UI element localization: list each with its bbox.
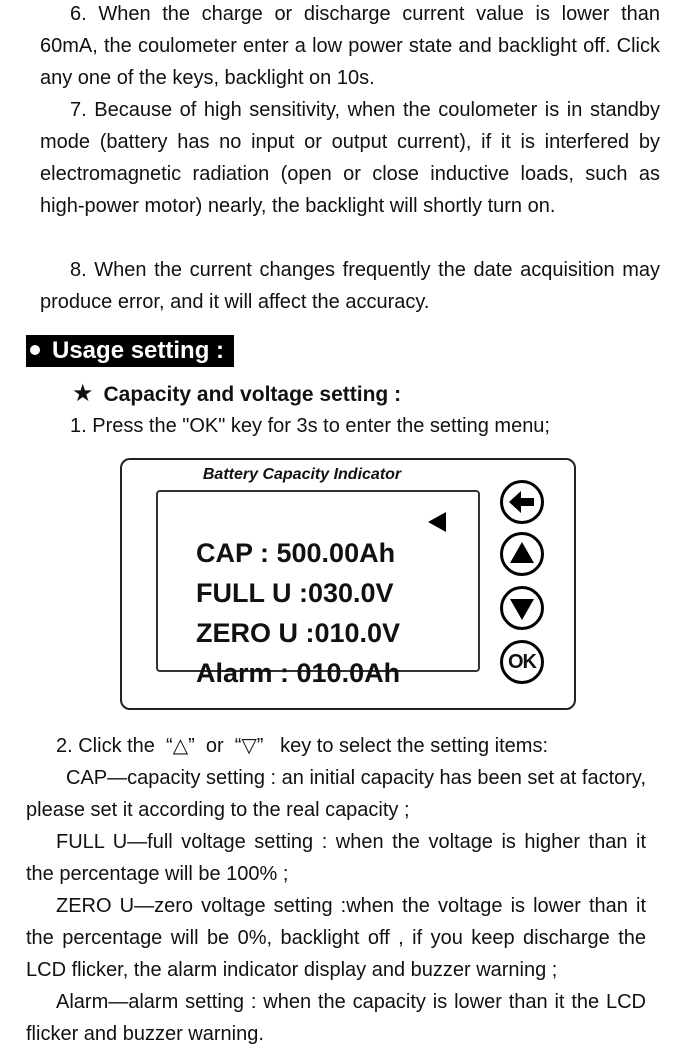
- item-zero-u: ZERO U—zero voltage setting :when the voltage is lower than it the percentage will be 0%, backlight off , if you keep discharge the LCD flicker, the alarm indicator display and buzzer warning ;: [26, 895, 646, 981]
- bullet-icon: [30, 345, 40, 355]
- lcd-line-cap: CAP : 500.00Ah: [196, 538, 396, 568]
- star-icon: ★: [72, 380, 94, 407]
- item-full-u: FULL U—full voltage setting : when the voltage is higher than it the percentage will be 100% ;: [26, 831, 646, 885]
- note-8: 8. When the current changes frequently the date acquisition may produce error, and it will affect the accuracy.: [40, 259, 660, 313]
- ok-key: OK: [500, 640, 544, 684]
- item-alarm: Alarm—alarm setting : when the capacity is lower than it the LCD flicker and buzzer warning.: [26, 991, 646, 1045]
- note-7: 7. Because of high sensitivity, when the coulometer is in standby mode (battery has no input or output current), if it is interfered by electromagnetic radiation (open or close inductive loads, such as high-power motor) nearly, the backlight will shortly turn on.: [40, 99, 660, 217]
- lcd-line-full-u: FULL U :030.0V: [196, 578, 394, 608]
- subsection-heading: [72, 378, 401, 411]
- down-key-icon: [500, 586, 544, 630]
- lcd-line-alarm: Alarm : 010.0Ah: [196, 658, 401, 688]
- section-heading-text: Usage setting :: [52, 337, 225, 364]
- up-key-icon: [500, 532, 544, 576]
- device-illustration: [120, 458, 576, 710]
- step-1: 1. Press the "OK" key for 3s to enter the setting menu;: [70, 415, 550, 437]
- device-title: Battery Capacity Indicator: [202, 466, 402, 483]
- section-heading: [26, 335, 234, 367]
- back-key-icon: [500, 480, 544, 524]
- selection-arrow-icon: [428, 512, 446, 532]
- note-6: 6. When the charge or discharge current value is lower than 60mA, the coulometer enter a low power state and backlight off. Click any one of the keys, backlight on 10s.: [40, 3, 660, 89]
- subsection-heading-text: Capacity and voltage setting :: [103, 383, 402, 406]
- step-2: 2. Click the “△” or “▽” key to select the setting items:: [56, 735, 549, 757]
- item-cap: CAP—capacity setting : an initial capacity has been set at factory, please set it according to the real capacity ;: [26, 767, 646, 821]
- lcd-line-zero-u: ZERO U :010.0V: [196, 618, 401, 648]
